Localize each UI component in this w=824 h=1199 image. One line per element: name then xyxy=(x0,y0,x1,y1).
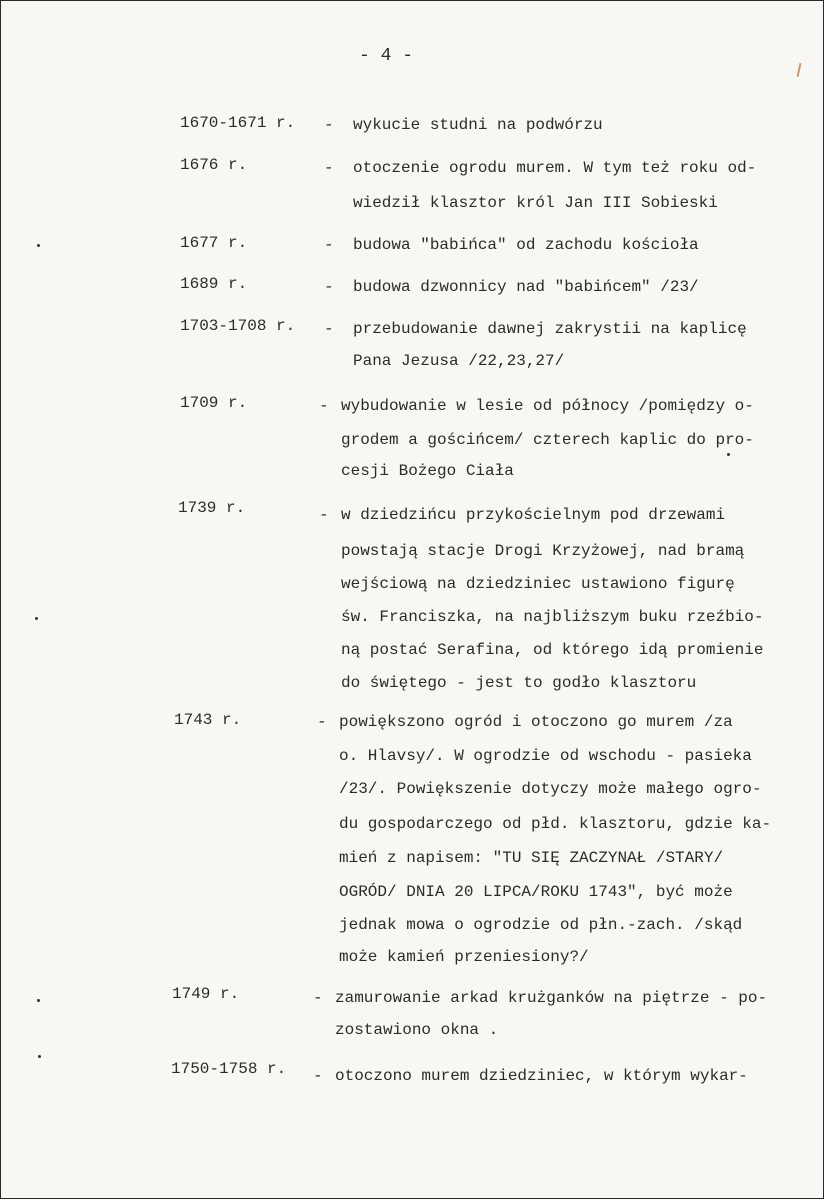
entry-text-line: mień z napisem: "TU SIĘ ZACZYNAŁ /STARY/ xyxy=(339,849,724,867)
entry-text-line: wybudowanie w lesie od północy /pomiędzy o- xyxy=(341,397,754,415)
scan-speck xyxy=(38,1055,41,1058)
entry-text-line: otoczono murem dziedziniec, w którym wykar- xyxy=(335,1067,748,1085)
entry-text-line: może kamień przeniesiony?/ xyxy=(339,948,589,966)
entry-text-line: wiedził klasztor król Jan III Sobieski xyxy=(353,194,718,212)
scan-speck xyxy=(35,617,38,620)
scan-speck xyxy=(727,453,730,456)
page-number: - 4 - xyxy=(359,46,414,66)
entry-dash: - xyxy=(319,506,329,524)
entry-text-line: cesji Bożego Ciała xyxy=(341,462,514,480)
scan-mark xyxy=(797,63,802,77)
entry-text-line: zostawiono okna . xyxy=(335,1021,499,1039)
entry-text-line: jednak mowa o ogrodzie od płn.-zach. /skąd xyxy=(339,916,743,934)
entry-text-line: otoczenie ogrodu murem. W tym też roku od- xyxy=(353,159,757,177)
entry-dash: - xyxy=(324,159,334,177)
entry-text-line: przebudowanie dawnej zakrystii na kaplicę xyxy=(353,320,747,338)
entry-text-line: w dziedzińcu przykościelnym pod drzewami xyxy=(341,506,726,524)
entry-text-line: wejściową na dziedziniec ustawiono figurę xyxy=(341,575,735,593)
entry-dash: - xyxy=(324,116,334,134)
entry-date: 1709 r. xyxy=(180,394,248,412)
entry-text-line: powstają stacje Drogi Krzyżowej, nad bramą xyxy=(341,542,745,560)
entry-date: 1750-1758 r. xyxy=(171,1060,287,1078)
entry-date: 1676 r. xyxy=(180,156,248,174)
entry-text-line: powiększono ogród i otoczono go murem /za xyxy=(339,713,733,731)
entry-text-line: /23/. Powiększenie dotyczy może małego ogro- xyxy=(339,780,762,798)
entry-text-line: ną postać Serafina, od którego idą promienie xyxy=(341,641,764,659)
entry-text-line: grodem a gościńcem/ czterech kaplic do pro- xyxy=(341,431,754,449)
entry-text-line: św. Franciszka, na najbliższym buku rzeźbio- xyxy=(341,608,764,626)
entry-text-line: zamurowanie arkad krużganków na piętrze - po- xyxy=(335,989,768,1007)
entry-dash: - xyxy=(317,713,327,731)
entry-text-line: wykucie studni na podwórzu xyxy=(353,116,603,134)
entry-date: 1739 r. xyxy=(178,499,246,517)
entry-date: 1689 r. xyxy=(180,275,248,293)
entry-text-line: Pana Jezusa /22,23,27/ xyxy=(353,352,565,370)
entry-text-line: du gospodarczego od płd. klasztoru, gdzie ka- xyxy=(339,815,772,833)
entry-date: 1703-1708 r. xyxy=(180,317,296,335)
entry-dash: - xyxy=(324,236,334,254)
entry-dash: - xyxy=(324,320,334,338)
entry-dash: - xyxy=(313,1067,323,1085)
entry-dash: - xyxy=(324,278,334,296)
entry-text-line: budowa dzwonnicy nad "babińcem" /23/ xyxy=(353,278,699,296)
entry-date: 1670-1671 r. xyxy=(180,114,296,132)
entry-date: 1749 r. xyxy=(172,985,240,1003)
entry-dash: - xyxy=(313,989,323,1007)
entry-text-line: do świętego - jest to godło klasztoru xyxy=(341,674,697,692)
entry-text-line: OGRÓD/ DNIA 20 LIPCA/ROKU 1743", być może xyxy=(339,883,733,901)
entry-date: 1743 r. xyxy=(174,711,242,729)
scan-speck xyxy=(37,999,40,1002)
entry-text-line: o. Hlavsy/. W ogrodzie od wschodu - pasieka xyxy=(339,747,752,765)
scan-speck xyxy=(37,244,40,247)
entry-text-line: budowa "babińca" od zachodu kościoła xyxy=(353,236,699,254)
entry-dash: - xyxy=(319,397,329,415)
entry-date: 1677 r. xyxy=(180,234,248,252)
